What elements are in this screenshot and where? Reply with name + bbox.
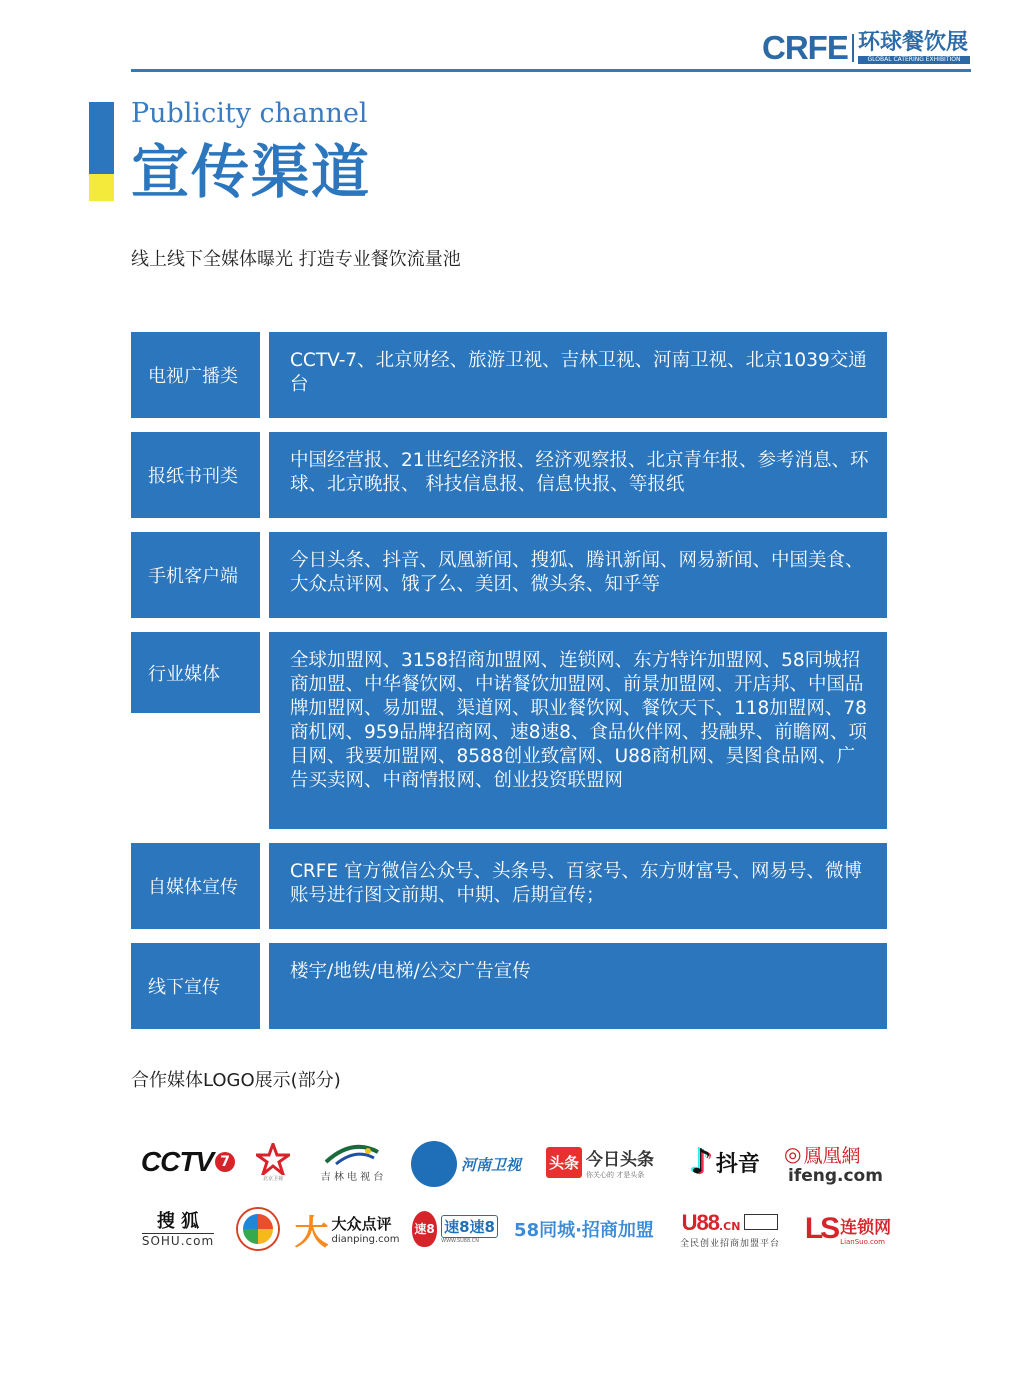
cctv-logo [138, 1138, 238, 1186]
title-accent-yellow [89, 174, 114, 201]
sohu-en-text: SOHU.com [141, 1233, 215, 1248]
channel-row-newspaper [131, 432, 887, 518]
58-tongcheng-logo [510, 1205, 658, 1253]
brand-crfe-text: CRFE [762, 29, 848, 66]
jilin-swoosh-icon [322, 1142, 382, 1168]
channel-content: 全球加盟网、3158招商加盟网、连锁网、东方特许加盟网、58同城招商加盟、中华餐饮网、中诺餐饮加盟网、前景加盟网、开店邦、中国品牌加盟网、易加盟、渠道网、职业餐饮网、餐饮天下、118加盟网、78商机网、959品牌招商网、速8速8、食品伙伴网、投融界、前瞻网、项目网、我要加盟网、8588创业致富网、U88商机网、昊图食品网、广告买卖网、中商情报网、创业投资联盟网 [269, 632, 887, 829]
su8-badge-icon: 速8 [412, 1211, 437, 1247]
brand-separator [852, 34, 854, 62]
henan-tv-text: 河南卫视 [460, 1155, 521, 1174]
toutiao-badge-icon: 头条 [546, 1147, 582, 1178]
u88-cn-text: .CN [718, 1219, 741, 1233]
jilin-tv-text: 吉 林 电 视 台 [320, 1171, 384, 1183]
su8-text: 速8速8 [441, 1215, 498, 1238]
dianping-person-icon: 大 [294, 1212, 329, 1253]
liansuo-en-text: LianSuo.com [840, 1237, 885, 1246]
su8-url: WWW.SU88.CN [441, 1237, 479, 1244]
sohu-logo [138, 1205, 218, 1253]
liansuo-text: 连锁网 [840, 1217, 892, 1238]
brand-name-en: GLOBAL CATERING EXHIBITION [858, 56, 970, 64]
channel-category: 报纸书刊类 [131, 432, 260, 518]
ifeng-logo [784, 1138, 894, 1186]
channel-row-industry [131, 632, 887, 829]
brand-name-cn: 环球餐饮展 [858, 30, 969, 55]
channel-content: CCTV-7、北京财经、旅游卫视、吉林卫视、河南卫视、北京1039交通台 [269, 332, 887, 418]
jilin-tv-logo [312, 1138, 392, 1186]
toutiao-logo [540, 1138, 660, 1186]
liansuo-logo [800, 1205, 896, 1253]
channel-content: 中国经营报、21世纪经济报、经济观察报、北京青年报、参考消息、环球、北京晚报、 科技信息报、信息快报、等报纸 [269, 432, 887, 518]
toutiao-slogan: 你关心的 才是头条 [586, 1170, 645, 1179]
channel-category: 电视广播类 [131, 332, 260, 418]
beijing-tv-text: 北京卫视 [262, 1175, 283, 1182]
channel-category: 手机客户端 [131, 532, 260, 618]
channel-row-self-media [131, 843, 887, 929]
u88-text: U88 [681, 1209, 719, 1235]
qq-browser-logo [234, 1205, 282, 1253]
su8-logo [412, 1205, 498, 1253]
channel-content: CRFE 官方微信公众号、头条号、百家号、东方财富号、网易号、微博账号进行图文前期、中期、后期宣传； [269, 843, 887, 929]
henan-tv-logo [406, 1140, 526, 1188]
u88-logo [672, 1205, 788, 1253]
page-subtitle: 线上线下全媒体曝光 打造专业餐饮流量池 [131, 249, 461, 270]
beijing-star-icon [256, 1143, 290, 1175]
title-accent-blue [89, 102, 114, 174]
toutiao-text: 今日头条 [586, 1149, 654, 1170]
u88-slogan: 全民创业招商加盟平台 [679, 1238, 780, 1249]
dianping-logo [292, 1205, 402, 1253]
channel-category: 线下宣传 [131, 943, 260, 1029]
dianping-en-text: dianping.com [331, 1234, 400, 1245]
channel-category: 行业媒体 [131, 632, 260, 713]
channel-content: 今日头条、抖音、凤凰新闻、搜狐、腾讯新闻、网易新闻、中国美食、大众点评网、饿了么、美团、微头条、知乎等 [269, 532, 887, 618]
douyin-logo [678, 1138, 772, 1186]
liansuo-ls-icon: LS [804, 1212, 838, 1245]
u88-badge-icon [744, 1214, 778, 1230]
channel-category: 自媒体宣传 [131, 843, 260, 929]
ifeng-swirl-icon: ◎ [784, 1142, 802, 1166]
channel-content: 楼宇/地铁/电梯/公交广告宣传 [269, 943, 887, 1029]
partner-logos-title: 合作媒体LOGO展示(部分) [131, 1070, 341, 1091]
channel-row-offline [131, 943, 887, 1029]
beijing-tv-logo [252, 1138, 294, 1186]
sohu-cn-text: 搜 狐 [156, 1210, 200, 1232]
ifeng-cn-text: 鳳凰網 [803, 1144, 861, 1167]
cctv-seven-badge: 7 [215, 1152, 235, 1172]
ifeng-en-text: ifeng.com [788, 1165, 883, 1186]
page-title-en: Publicity channel [131, 98, 368, 129]
page-title-cn: 宣传渠道 [131, 138, 372, 206]
qq-circle-icon [238, 1209, 278, 1249]
henan-circle-icon [411, 1141, 457, 1187]
dianping-cn-text: 大众点评 [331, 1215, 392, 1233]
channel-row-tv [131, 332, 887, 418]
58-tongcheng-text: 58同城·招商加盟 [514, 1220, 654, 1241]
cctv-logo-text: CCTV [140, 1146, 214, 1177]
channel-row-mobile [131, 532, 887, 618]
header-divider [131, 69, 971, 72]
douyin-text: 抖音 [715, 1151, 760, 1177]
douyin-note-icon: ♪ [690, 1142, 712, 1182]
brand-logo [762, 30, 972, 66]
